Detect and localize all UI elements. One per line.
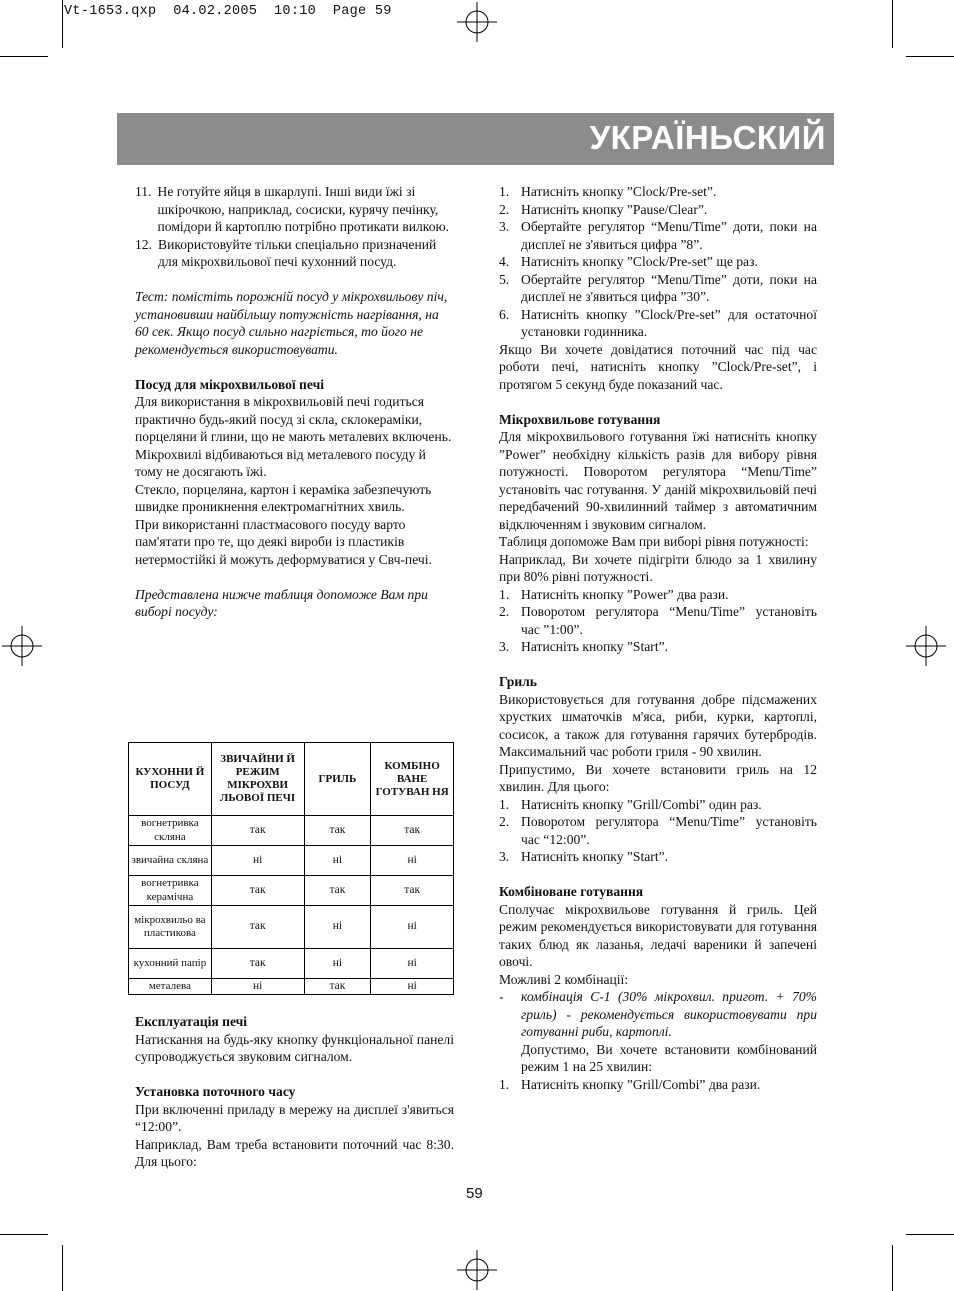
paragraph: Припустимо, Ви хочете встановити гриль на 12 хвилин. Для цього: bbox=[499, 761, 817, 794]
list-item bbox=[499, 271, 817, 306]
list-text: Обертайте регулятор “Menu/Time” доти, поки на дисплеї не з'явиться цифра ”8”. bbox=[521, 219, 817, 252]
list-item bbox=[499, 796, 817, 814]
table-row bbox=[129, 979, 454, 995]
list-number: 6. bbox=[499, 306, 510, 322]
table-cell: вогнетривка керамічна bbox=[129, 876, 212, 906]
table-header-cell: ЗВИЧАЙНИ Й РЕЖИМ МІКРОХВИ ЛЬОВОЇ ПЕЧІ bbox=[211, 743, 304, 816]
page-number: 59 bbox=[466, 1185, 483, 1202]
list-text: Натисніть кнопку ”Start”. bbox=[521, 849, 669, 864]
table-cell: так bbox=[211, 949, 304, 979]
paragraph: Стекло, порцеляна, картон і кераміка забезпечують швидке проникнення електромагнітних хвиль. bbox=[135, 481, 432, 514]
section-heading: Мікрохвильове готування bbox=[499, 411, 661, 427]
list-number: 1. bbox=[499, 184, 510, 199]
combo-c1-example: Допустимо, Ви хочете встановити комбінований режим 1 на 25 хвилин: bbox=[521, 1041, 817, 1074]
table-cell: так bbox=[211, 876, 304, 906]
slug-line: Vt-1653.qxp 04.02.2005 10:10 Page 59 bbox=[64, 4, 392, 19]
list-item bbox=[135, 236, 454, 271]
crop-mark bbox=[892, 0, 893, 48]
list-text: Поворотом регулятора “Menu/Time” установіть час ”1:00”. bbox=[521, 604, 817, 637]
combo-c1-description: комбінація С-1 (30% мікрохвил. пригот. + 70% гриль) - рекомендується використовувати при готуванні риби, картоплі. bbox=[521, 989, 817, 1039]
list-item bbox=[499, 183, 817, 201]
list-item bbox=[499, 848, 817, 866]
list-number: 2. bbox=[499, 814, 510, 829]
list-number: 5. bbox=[499, 271, 510, 287]
paragraph: Використовується для готування добре підсмажених хрустких шматочків м'яса, риби, курки, картоплі, сосисок, а також для готування гарячих бутербродів. Максимальний час роботи гриля - 90 хвилин. bbox=[499, 691, 817, 759]
list-item bbox=[499, 603, 817, 638]
list-text: Обертайте регулятор “Menu/Time” доти, поки на дисплеї не з'явиться цифра ”30”. bbox=[521, 271, 817, 304]
paragraph: Сполучає мікрохвильове готування й гриль. Цей режим рекомендується використовувати для готування таких блюд як лазанья, ледачі вареники й запечені овочі. bbox=[499, 901, 817, 969]
table-cell: ні bbox=[304, 906, 371, 949]
table-row bbox=[129, 846, 454, 876]
table-cell: так bbox=[304, 979, 371, 995]
list-number: 2. bbox=[499, 201, 510, 217]
table-cell: так bbox=[211, 816, 304, 846]
table-header-cell: КОМБІНО ВАНЕ ГОТУВАН НЯ bbox=[371, 743, 454, 816]
list-item bbox=[499, 638, 817, 656]
table-cell: металева bbox=[129, 979, 212, 995]
list-item bbox=[499, 201, 817, 219]
list-number: 4. bbox=[499, 254, 510, 269]
table-cell: ні bbox=[211, 846, 304, 876]
list-number: 12. bbox=[135, 236, 152, 252]
registration-mark-icon bbox=[457, 1250, 497, 1290]
crop-mark bbox=[62, 0, 63, 48]
section-heading: Комбіноване готування bbox=[499, 884, 644, 899]
list-item bbox=[499, 988, 817, 1076]
list-text: Натисніть кнопку ”Clock/Pre-set”. bbox=[521, 184, 717, 199]
paragraph: При включенні приладу в мережу на дисплеї з'явиться “12:00”. bbox=[135, 1101, 454, 1134]
table-header-cell: КУХОННИ Й ПОСУД bbox=[129, 743, 212, 816]
list-text: Поворотом регулятора “Menu/Time” установіть час “12:00”. bbox=[521, 814, 817, 847]
list-number: 1. bbox=[499, 1076, 510, 1092]
paragraph: Можливі 2 комбінації: bbox=[499, 971, 629, 987]
crop-mark bbox=[0, 1234, 48, 1235]
list-text: Натисніть кнопку ”Pause/Clear”. bbox=[521, 201, 708, 217]
list-text: Натисніть кнопку ”Power” два рази. bbox=[521, 586, 729, 602]
list-text: Натисніть кнопку ”Start”. bbox=[521, 639, 669, 654]
table-cell: так bbox=[371, 876, 454, 906]
table-row bbox=[129, 816, 454, 846]
table-cell: так bbox=[371, 816, 454, 846]
paragraph: Мікрохвилі відбиваються від металевого посуду й тому не досягають їжі. bbox=[135, 446, 426, 479]
section-heading: Гриль bbox=[499, 674, 537, 689]
paragraph: При використанні пластмасового посуду варто пам'ятати про те, що деякі вироби із пластиків нетермостійкі й можуть деформуватися у Свч-печі. bbox=[135, 516, 432, 567]
table-header-row bbox=[129, 743, 454, 816]
list-item bbox=[135, 183, 454, 236]
list-item bbox=[499, 253, 817, 271]
table-cell: кухонний папір bbox=[129, 949, 212, 979]
registration-mark-icon bbox=[2, 626, 42, 666]
paragraph: Для використання в мікрохвильовій печі годиться практично будь-який посуд зі скла, склокераміки, порцеляни й глини, що не мають металевих включень. bbox=[135, 394, 452, 444]
paragraph: Натискання на будь-яку кнопку функціональної панелі супроводжується звуковим сигналом. bbox=[135, 1031, 454, 1064]
list-number: 3. bbox=[499, 219, 510, 234]
list-item bbox=[499, 813, 817, 848]
list-item bbox=[499, 218, 817, 253]
table-header-cell: ГРИЛЬ bbox=[304, 743, 371, 816]
list-number: 1. bbox=[499, 796, 510, 812]
table-cell: звичайна скляна bbox=[129, 846, 212, 876]
table-cell: ні bbox=[371, 846, 454, 876]
table-row bbox=[129, 876, 454, 906]
table-cell: ні bbox=[371, 906, 454, 949]
list-text: Натисніть кнопку ”Grill/Combi” один раз. bbox=[521, 796, 762, 812]
list-text: Використовуйте тільки спеціально призначений для мікрохвильової печі кухонний посуд. bbox=[158, 236, 437, 269]
list-item bbox=[499, 306, 817, 341]
list-number: 3. bbox=[499, 849, 510, 864]
dishware-table bbox=[128, 742, 454, 995]
list-dash: - bbox=[499, 989, 504, 1004]
list-item bbox=[499, 1076, 817, 1094]
paragraph: Наприклад, Ви хочете підігріти блюдо за 1 хвилину при 80% рівні потужності. bbox=[499, 551, 817, 584]
left-column-bottom bbox=[135, 1013, 454, 1171]
list-number: 2. bbox=[499, 604, 510, 619]
table-cell: ні bbox=[304, 846, 371, 876]
paragraph: Якщо Ви хочете довідатися поточний час під час роботи печі, натисніть кнопку ”Clock/Pre-set”, і протягом 5 секунд буде показаний час. bbox=[499, 341, 817, 392]
section-heading: Посуд для мікрохвильової печі bbox=[135, 376, 325, 392]
table-row bbox=[129, 906, 454, 949]
language-title: УКРАЇНЬСКИЙ bbox=[589, 119, 826, 156]
crop-mark bbox=[0, 56, 48, 57]
paragraph: Для мікрохвильового готування їжі натисніть кнопку ”Power” необхідну кількість разів для вибору рівня потужності. Поворотом регулятора “Menu/Time” установіть час готування. У даній мікрохвильовій печі передбачений 90-хвилинний таймер з автоматичним відключенням і звуковим сигналом. bbox=[499, 429, 817, 532]
list-text: Натисніть кнопку ”Clock/Pre-set” для остаточної установки годинника. bbox=[521, 306, 817, 339]
table-cell: вогнетривка скляна bbox=[129, 816, 212, 846]
language-header-band bbox=[117, 113, 834, 165]
registration-mark-icon bbox=[457, 2, 497, 42]
left-column bbox=[135, 183, 454, 621]
table-row bbox=[129, 949, 454, 979]
table-cell: так bbox=[304, 816, 371, 846]
list-text: Натисніть кнопку ”Grill/Combi” два рази. bbox=[521, 1076, 761, 1092]
paragraph: Наприклад, Вам треба встановити поточний час 8:30. Для цього: bbox=[135, 1136, 454, 1169]
list-number: 11. bbox=[135, 184, 152, 199]
crop-mark bbox=[892, 1245, 893, 1291]
table-cell: ні bbox=[371, 949, 454, 979]
section-heading: Експлуатація печі bbox=[135, 1014, 248, 1029]
list-number: 1. bbox=[499, 586, 510, 602]
list-item bbox=[499, 586, 817, 604]
crop-mark bbox=[906, 56, 954, 57]
table-cell: ні bbox=[304, 949, 371, 979]
list-text: Не готуйте яйця в шкарлупі. Інші види їжі зі шкірочкою, наприклад, сосиски, курячу печінку, помідори й картоплю потрібно протикати вилкою. bbox=[157, 184, 450, 234]
list-number: 3. bbox=[499, 639, 510, 654]
table-cell: ні bbox=[211, 979, 304, 995]
registration-mark-icon bbox=[906, 626, 946, 666]
section-heading: Установка поточного часу bbox=[135, 1084, 296, 1099]
crop-mark bbox=[906, 1234, 954, 1235]
list-text: Натисніть кнопку ”Clock/Pre-set” ще раз. bbox=[521, 254, 758, 269]
test-note: Тест: помістіть порожній посуд у мікрохвильову піч, установивши найбільшу потужність нагрівання, на 60 сек. Якщо посуд сильно нагріється, то його не рекомендується використовувати. bbox=[135, 289, 448, 357]
list-text-group bbox=[521, 988, 817, 1076]
table-intro: Представлена нижче таблиця допоможе Вам при виборі посуду: bbox=[135, 586, 428, 619]
right-column bbox=[499, 183, 817, 1093]
table-cell: так bbox=[304, 876, 371, 906]
table-cell: так bbox=[211, 906, 304, 949]
table-cell: ні bbox=[371, 979, 454, 995]
table-cell: мікрохвильо ва пластикова bbox=[129, 906, 212, 949]
crop-mark bbox=[62, 1245, 63, 1291]
paragraph: Таблиця допоможе Вам при виборі рівня потужності: bbox=[499, 534, 809, 549]
